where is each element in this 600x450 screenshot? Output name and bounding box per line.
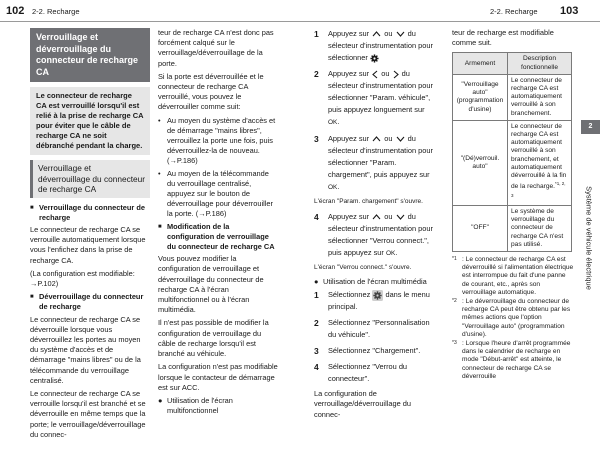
subsection-title: Verrouillage et déverrouillage du connecteur de recharge CA (30, 160, 150, 198)
paragraph: Le connecteur de recharge CA se verrouille lorsqu'il est branché et se déverrouille en même temps que la porte; le verrouillage/déverrouillage du connec- (30, 388, 146, 439)
settings-gear-icon (372, 290, 383, 301)
paragraph: (La configuration est modifiable: →P.102) (30, 268, 135, 288)
right-section-title: 2-2. Recharge (490, 7, 538, 16)
mm-step-3: 3 Sélectionnez "Chargement". (314, 346, 421, 357)
footnote: *1 : Le connecteur de recharge CA est déverrouillé si l'alimentation électrique est interrompue du fait d'une panne de courant, etc., après son verrouillage automatique. (452, 256, 574, 296)
table-cell: "Verrouillage auto" (programmation d'usine) (453, 74, 508, 120)
table-cell: Le connecteur de recharge CA est automatiquement verrouillé à son branchement. (508, 74, 572, 120)
list-item: ● Utilisation de l'écran multimédia (314, 277, 427, 286)
footnote: *2 : Le déverrouillage du connecteur de recharge CA peut être obtenu par les mêmes actions que l'option "Verrouillage auto" (programmation d'usine). (452, 298, 571, 338)
mm-step-1: 1 Sélectionnez dans le menu principal. (314, 290, 430, 312)
list-item: • Au moyen de la télécommande du verrouillage centralisé, appuyez sur le bouton de déverrouillage pour déverrouiller la porte. (→P.186) (158, 168, 273, 219)
step-3: 3 Appuyez sur ou du sélecteur d'instrumentation pour sélectionner "Param. chargement", puis appuyez sur OK. (314, 134, 433, 191)
table-row (453, 120, 572, 205)
down-arrow-icon (396, 136, 405, 142)
screen-note: L'écran "Verrou connect." s'ouvre. (314, 264, 412, 271)
paragraph: Il n'est pas possible de modifier la configuration de verrouillage du câble de recharge lorsqu'il est branché au véhicule. (158, 318, 269, 359)
footnote: *3 : Lorsque l'heure d'arrêt programmée dans le calendrier de recharge en mode "Début-arrêt" est atteinte, le connecteur de recharge CA se déverrouille (452, 340, 571, 380)
column-2 (158, 28, 278, 418)
left-arrow-icon (372, 70, 378, 79)
mm-step-2: 2 Sélectionnez "Personnalisation du véhicule". (314, 318, 430, 340)
column-3 (314, 28, 438, 423)
table-cell: Le connecteur de recharge CA est automatiquement verrouillé à son branchement, et automatiquement déverrouillé à la fin de la recharge.$^{*1, 2, 3}$ (508, 120, 572, 205)
chapter-side-label: Système de véhicule électrique (584, 186, 594, 290)
paragraph: teur de recharge est modifiable comme suit. (452, 28, 554, 48)
chapter-tab: 2 (581, 120, 600, 134)
left-page-number: 102 (6, 5, 25, 17)
section-title: Verrouillage et déverrouillage du connecteur de recharge CA (30, 28, 150, 82)
paragraph: La configuration n'est pas modifiable lorsque le contacteur de démarrage est sur ACC. (158, 362, 278, 392)
table-row (453, 74, 572, 120)
step-2: 2 Appuyez sur ou du sélecteur d'instrumentation pour sélectionner "Param. véhicule", puis appuyez longuement sur OK. (314, 69, 433, 126)
step-4: 4 Appuyez sur ou du sélecteur d'instrumentation pour sélectionner "Verrou connect.", puis appuyez sur OK. (314, 212, 433, 257)
column-1 (30, 28, 150, 443)
ok-key: OK (328, 184, 338, 191)
step-1: 1 Appuyez sur ou du sélecteur d'instrumentation pour sélectionner (314, 29, 433, 62)
heading-config: ■ Modification de la configuration de verrouillage du connecteur de recharge CA (158, 221, 275, 252)
screen-note: L'écran "Param. chargement" s'ouvre. (314, 198, 423, 205)
paragraph: La configuration de verrouillage/déverrouillage du connec- (314, 389, 411, 419)
heading-unlock: ■ Déverrouillage du connecteur de recharge (30, 292, 144, 312)
down-arrow-icon (396, 214, 405, 220)
left-section-title: 2-2. Recharge (32, 7, 80, 16)
ok-key: OK (385, 250, 396, 257)
column-4 (452, 28, 574, 382)
gear-icon (370, 54, 379, 63)
footnotes (452, 256, 574, 381)
down-arrow-icon (396, 31, 405, 37)
paragraph: teur de recharge CA n'est donc pas forcément calqué sur le verrouillage/déverrouillage de la porte. (158, 28, 274, 68)
paragraph: Si la porte est déverrouillée et le connecteur de recharge CA verrouillé, vous pouvez le déverrouiller comme suit: (158, 71, 264, 112)
table-cell: Le système de verrouillage du connecteur de recharge CA n'est pas utilisé. (508, 206, 572, 252)
table-row (453, 206, 572, 252)
ok-key: OK (328, 119, 338, 126)
paragraph: Le connecteur de recharge CA se verrouille automatiquement lorsque vous l'enfichez dans la prise de recharge CA. (30, 224, 146, 265)
paragraph: Vous pouvez modifier la configuration de verrouillage et déverrouillage du connecteur de recharge CA à l'écran multifonctionnel ou à l'écran multimédia. (158, 254, 264, 315)
right-page-number: 103 (560, 5, 579, 17)
heading-lock: ■ Verrouillage du connecteur de recharge (30, 202, 145, 222)
up-arrow-icon (372, 136, 381, 142)
intro-box: Le connecteur de recharge CA est verrouillé lorsqu'il est relié à la prise de recharge CA pour éviter que le câble de recharge CA ne soit débranché pendant la charge. (30, 87, 150, 155)
paragraph: Le connecteur de recharge CA se déverrouille lorsque vous déverrouillez les portes au moyen du système d'accès et de démarrage "mains libres" ou de la télécommande du verrouillage centralisé. (30, 314, 141, 385)
up-arrow-icon (372, 214, 381, 220)
table-header: Description fonctionnelle (508, 53, 572, 74)
table-cell: "OFF" (453, 206, 508, 252)
up-arrow-icon (372, 31, 381, 37)
page-header (0, 0, 600, 22)
table-header: Armement (453, 53, 508, 74)
right-arrow-icon (393, 70, 399, 79)
settings-table (452, 52, 572, 252)
list-item: • Au moyen du système d'accès et de démarrage "mains libres", verrouillez la porte une fois, puis déverrouillez-la de nouveau. (→P.186) (158, 115, 276, 166)
table-cell: "(Dé)verrouil. auto" (453, 120, 508, 205)
mm-step-4: 4 Sélectionnez "Verrou du connecteur". (314, 362, 408, 384)
list-item: ● Utilisation de l'écran multifonctionnel (158, 395, 233, 416)
